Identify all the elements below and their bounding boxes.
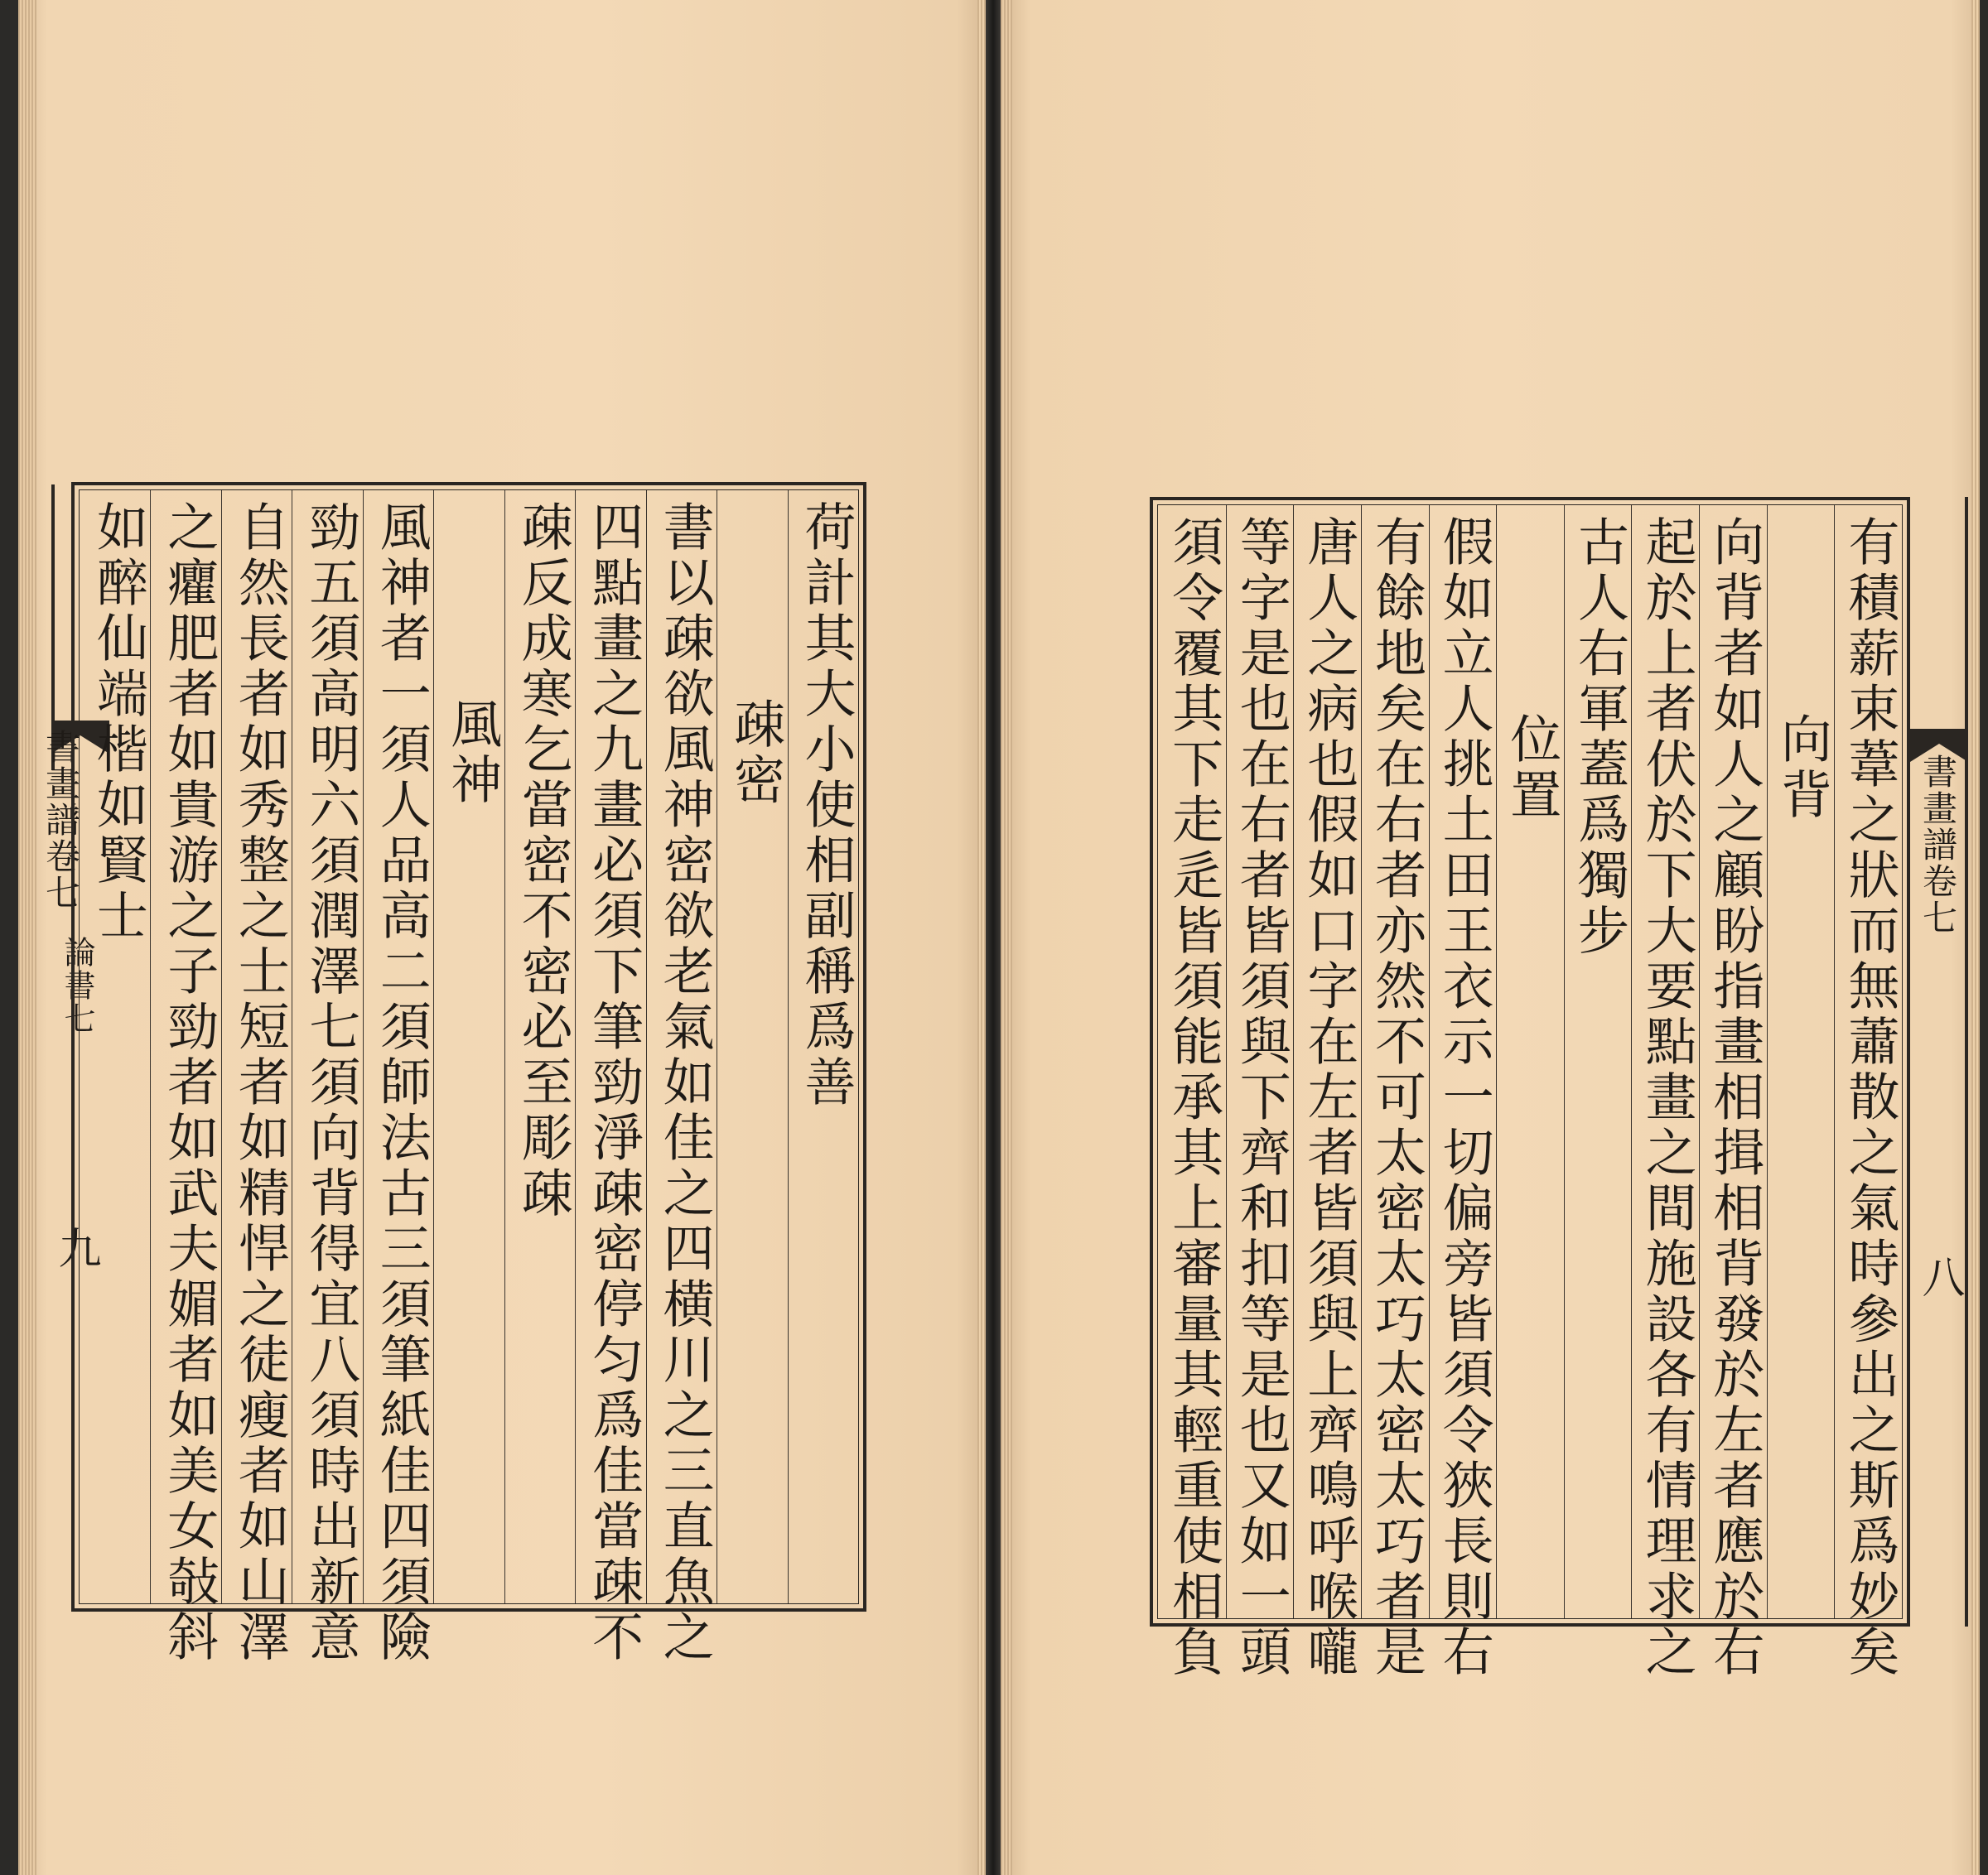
text-column [1834, 505, 1902, 1680]
left-column-grid [79, 489, 859, 1665]
text-column [1158, 505, 1226, 1680]
column-text: 有餘地矣在右者亦然不可太密太巧太密太巧者是 [1366, 515, 1427, 1680]
column-text: 疎反成寒乞當密不密必至彫疎 [513, 500, 574, 1222]
text-column [646, 490, 717, 1665]
column-text: 如醉仙端楷如賢士 [88, 500, 149, 944]
section-heading: 疎密 [725, 697, 786, 808]
text-column [1564, 505, 1632, 1618]
column-text: 勁五須高明六須潤澤七須向背得宜八須時出新意 [300, 500, 361, 1665]
column-text: 書以疎欲風神密欲老氣如佳之四横川之三直魚之 [654, 500, 716, 1665]
text-column [1699, 505, 1767, 1680]
right-page-fold [1001, 0, 1012, 1875]
text-column [1496, 505, 1564, 1618]
text-column [433, 490, 504, 1603]
column-text: 荷計其大小使相副稱爲善 [795, 500, 856, 1111]
column-text: 自然長者如秀整之士短者如精悍之徒瘦者如山澤 [229, 500, 291, 1665]
right-gutter-page-number: 八 [1914, 1255, 1964, 1299]
text-column [1631, 505, 1699, 1680]
book-spine [986, 0, 1001, 1875]
column-text: 唐人之病也假如口字在左者皆須與上齊鳴呼喉嚨 [1298, 515, 1359, 1680]
section-heading: 向背 [1772, 712, 1833, 823]
right-gutter-title: 書畫譜卷七 [1918, 754, 1958, 936]
left-gutter-page-number: 九 [51, 1226, 100, 1270]
column-text: 風神者一須人品高二須師法古三須筆紙佳四須險 [371, 500, 432, 1665]
text-column [363, 490, 433, 1665]
column-text: 古人右軍蓋爲獨步 [1569, 515, 1630, 959]
left-text-frame [71, 482, 866, 1665]
left-page-fold [977, 0, 986, 1875]
right-page-edge [1971, 0, 1980, 1875]
text-column [1361, 505, 1429, 1680]
column-text: 四點畫之九畫必須下筆勁淨疎密停匀爲佳當疎不 [583, 500, 644, 1665]
text-column [80, 490, 150, 1603]
text-column [150, 490, 220, 1665]
column-text: 起於上者伏於下大要點畫之間施設各有情理求之 [1637, 515, 1698, 1680]
column-text: 向背者如人之顧盼指畫相揖相背發於左者應於右 [1704, 515, 1765, 1680]
section-heading: 位置 [1501, 712, 1562, 823]
text-column [575, 490, 645, 1665]
left-page-edge [18, 0, 36, 1875]
text-column [717, 490, 787, 1603]
text-column [1767, 505, 1835, 1618]
text-column [1226, 505, 1294, 1680]
section-heading: 風神 [442, 697, 503, 808]
right-column-grid [1157, 504, 1903, 1680]
right-gutter-column [1910, 497, 1968, 1627]
left-gutter-section: 論書七 [59, 936, 95, 1035]
text-column [221, 490, 292, 1665]
column-text: 有積薪束葦之狀而無蕭散之氣時參出之斯爲妙矣 [1839, 515, 1900, 1680]
text-column [788, 490, 858, 1603]
column-text: 須令覆其下走辵皆須能承其上審量其輕重使相負 [1163, 515, 1224, 1680]
left-page [18, 0, 986, 1875]
text-column [504, 490, 575, 1603]
right-page [1001, 0, 1980, 1875]
column-text: 等字是也在右者皆須與下齊和扣等是也又如一頭 [1231, 515, 1292, 1680]
text-column [1429, 505, 1497, 1680]
text-column [292, 490, 362, 1665]
right-text-frame [1150, 497, 1910, 1680]
column-text: 之癯肥者如貴游之子勁者如武夫媚者如美女敧斜 [158, 500, 220, 1665]
column-text: 假如立人挑土田王衣示一切偏旁皆須令狹長則右 [1434, 515, 1495, 1680]
text-column [1293, 505, 1361, 1680]
left-gutter-title: 書畫譜卷七 [41, 729, 81, 911]
